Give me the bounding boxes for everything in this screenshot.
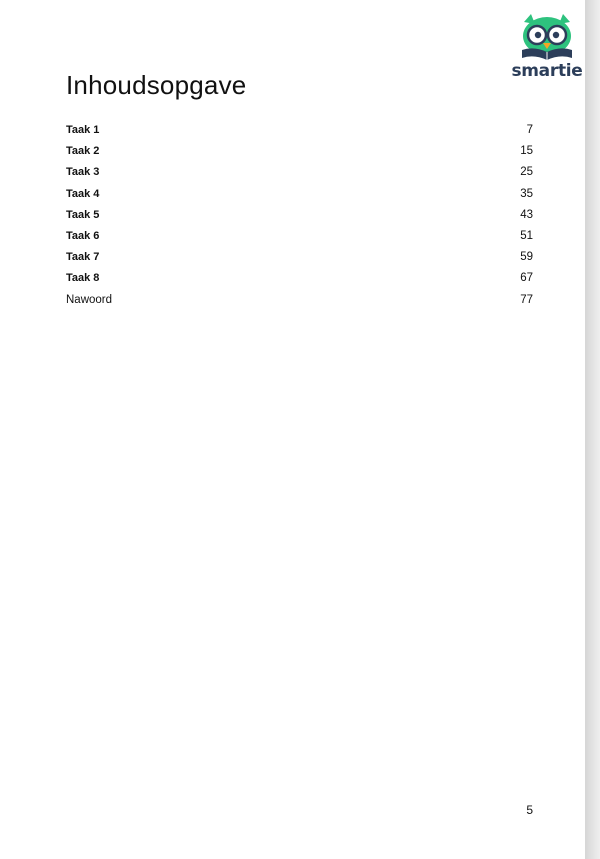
toc-entry-nawoord[interactable]: [66, 291, 533, 312]
toc-entry-page-number: 67: [520, 272, 533, 285]
toc-entry-label: Taak 7: [66, 251, 100, 264]
logo-wordmark: smartie: [511, 61, 583, 81]
toc-entry-label: Taak 2: [66, 145, 100, 158]
smartie-logo: [510, 12, 584, 84]
toc-entry-taak-3[interactable]: [66, 163, 533, 184]
toc-entry-page-number: 7: [526, 124, 533, 136]
page-number: 5: [526, 803, 533, 817]
toc-entry-taak-4[interactable]: [66, 185, 533, 206]
toc-entry-page-number: 43: [520, 208, 533, 221]
toc-entry-label: Taak 6: [66, 229, 100, 242]
owl-reading-book-icon: [518, 12, 576, 62]
toc-entry-label: Taak 3: [66, 166, 100, 179]
toc-entry-page-number: 51: [520, 229, 533, 242]
toc-entry-label: Taak 4: [66, 187, 100, 200]
toc-entry-page-number: 25: [520, 166, 533, 179]
toc-entry-label: Nawoord: [66, 293, 113, 306]
page-title: Inhoudsopgave: [66, 70, 247, 100]
toc-entry-page-number: 15: [520, 145, 533, 158]
toc-entry-label: Taak 1: [66, 124, 100, 136]
toc-entry-taak-1[interactable]: [66, 121, 533, 142]
toc-entry-taak-6[interactable]: [66, 227, 533, 248]
toc-entry-taak-5[interactable]: [66, 206, 533, 227]
page-edge-shadow: [585, 0, 600, 859]
toc-entry-taak-7[interactable]: [66, 248, 533, 269]
toc-entry-page-number: 59: [520, 251, 533, 264]
table-of-contents: [66, 121, 533, 312]
toc-entry-page-number: 77: [520, 293, 533, 306]
toc-entry-label: Taak 8: [66, 272, 100, 285]
toc-entry-taak-2[interactable]: [66, 142, 533, 163]
toc-entry-page-number: 35: [520, 187, 533, 200]
toc-entry-label: Taak 5: [66, 208, 100, 221]
toc-entry-taak-8[interactable]: [66, 269, 533, 290]
